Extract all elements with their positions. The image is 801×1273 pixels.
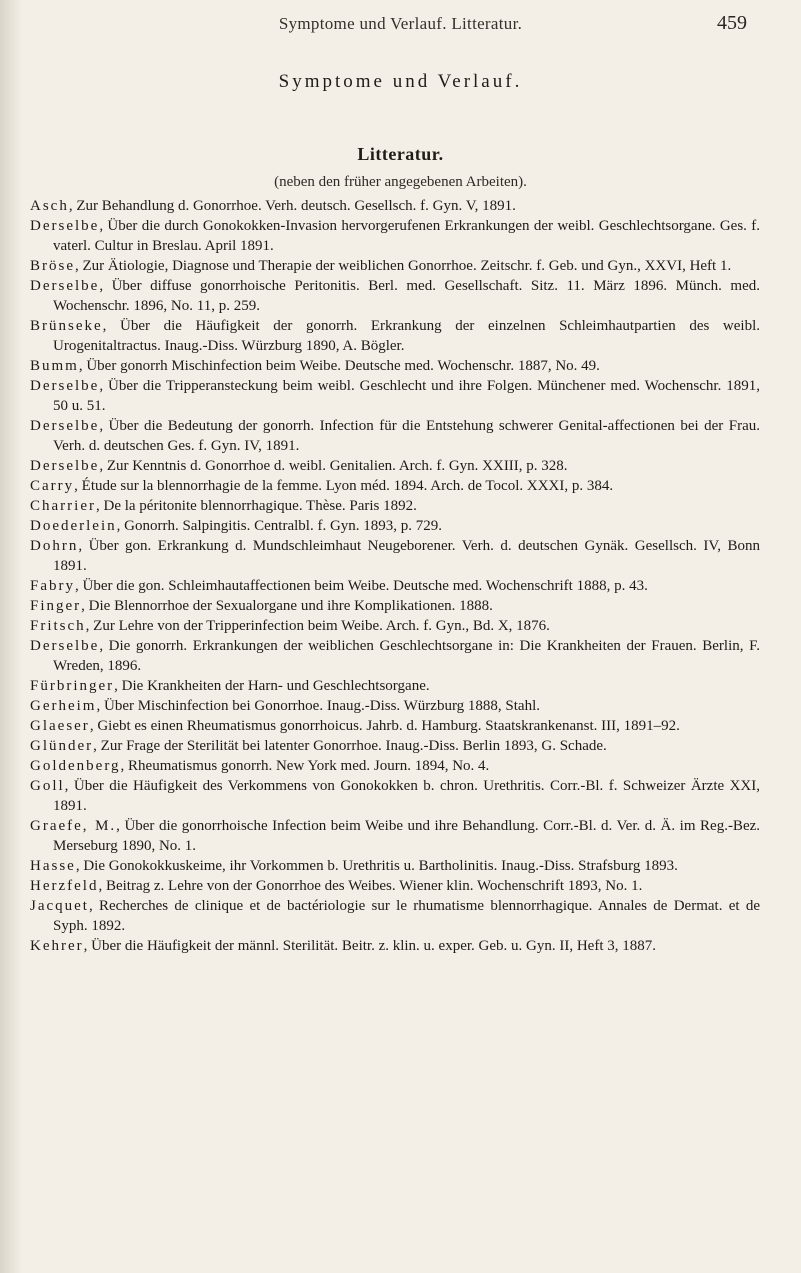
reference-author: Fürbringer [30,678,115,694]
reference-entry [30,776,760,816]
reference-text: , Zur Frage der Sterilität bei latenter Gonorrhoe. Inaug.-Diss. Berlin 1893, G. Schade. [93,738,607,754]
page-number: 459 [717,12,747,34]
reference-author: Glünder [30,738,94,754]
reference-text: , Die gonorrh. Erkrankungen der weiblichen Geschlechtsorgane in: Die Krankheiten der Frauen. Berlin, F. Wreden, 1896. [53,638,760,674]
reference-entry [30,676,760,696]
reference-entry [30,876,760,896]
reference-text: , Recherches de clinique et de bactériologie sur le rhumatisme blennorrhagique. Annales de Dermat. et de Syph. 1892. [53,898,760,934]
reference-author: Derselbe [30,418,100,434]
reference-text: , Zur Lehre von der Tripperinfection beim Weibe. Arch. f. Gyn., Bd. X, 1876. [85,618,550,634]
reference-author: Goll [30,778,65,794]
reference-text: , Über die gonorrhoische Infection beim Weibe und ihre Behandlung. Corr.-Bl. d. Ver. d. Ä. im Reg.-Bez. Merseburg 1890, No. 1. [53,818,761,854]
running-head [0,14,801,44]
reference-author: Asch [30,198,69,214]
reference-author: Jacquet [30,898,89,914]
running-title: Symptome und Verlauf. Litteratur. [278,14,523,33]
reference-list [30,196,760,956]
reference-entry [30,936,760,956]
reference-author: Brünseke [30,318,103,334]
section-heading: Symptome und Verlauf. [278,71,523,92]
reference-entry [30,896,760,936]
reference-author: Herzfeld [30,878,99,894]
reference-entry [30,756,760,776]
reference-entry [30,416,760,456]
reference-text: , Über die Häufigkeit der gonorrh. Erkrankung der einzelnen Schleimhautpartien des weibl. Urogenitaltractus. Inaug.-Diss. Würzburg 1890, A. Bögler. [53,318,760,354]
reference-entry [30,576,760,596]
reference-text: , Über gon. Erkrankung d. Mundschleimhaut Neugeborener. Verh. d. deutschen Gynäk. Gesellsch. IV, Bonn 1891. [53,538,760,574]
reference-text: , Über die gon. Schleimhautaffectionen beim Weibe. Deutsche med. Wochenschrift 1888, p. 43. [75,578,648,594]
literature-note: (neben den früher angegebenen Arbeiten). [274,174,527,190]
reference-author: Derselbe [30,638,100,654]
reference-entry [30,256,760,276]
reference-text: , Rheumatismus gonorrh. New York med. Journ. 1894, No. 4. [120,758,490,774]
reference-author: Hasse [30,858,76,874]
reference-author: Carry [30,478,75,494]
reference-text: , Über die Bedeutung der gonorrh. Infection für die Entstehung schwerer Genital-affectionen bei der Frau. Verh. d. deutschen Ges. f. Gyn. IV, 1891. [53,418,760,454]
reference-text: , Beitrag z. Lehre von der Gonorrhoe des Weibes. Wiener klin. Wochenschrift 1893, No. 1. [98,878,643,894]
reference-entry [30,316,760,356]
reference-author: Graefe, M. [30,818,117,834]
reference-text: , Die Blennorrhoe der Sexualorgane und ihre Komplikationen. 1888. [81,598,493,614]
reference-entry [30,196,760,216]
reference-text: , De la péritonite blennorrhagique. Thèse. Paris 1892. [95,498,417,514]
reference-author: Gerheim [30,698,97,714]
reference-author: Fritsch [30,618,86,634]
reference-author: Glaeser [30,718,90,734]
reference-text: , Zur Kenntnis d. Gonorrhoe d. weibl. Genitalien. Arch. f. Gyn. XXIII, p. 328. [99,458,568,474]
reference-text: , Über die Häufigkeit der männl. Sterilität. Beitr. z. klin. u. exper. Geb. u. Gyn. II, Heft 3, 1887. [83,938,657,954]
reference-text: , Über diffuse gonorrhoische Peritonitis. Berl. med. Gesellschaft. Sitz. 11. März 1896. Münch. med. Wochenschr. 1896, No. 11, p. 259. [53,278,760,314]
reference-entry [30,696,760,716]
reference-entry [30,736,760,756]
reference-text: , Über die Häufigkeit des Verkommens von Gonokokken b. chron. Urethritis. Corr.-Bl. f. Schweizer Ärzte XXI, 1891. [53,778,760,814]
reference-author: Finger [30,598,82,614]
reference-author: Derselbe [30,218,100,234]
reference-text: , Gonorrh. Salpingitis. Centralbl. f. Gyn. 1893, p. 729. [116,518,443,534]
reference-text: , Die Krankheiten der Harn- und Geschlechtsorgane. [114,678,430,694]
reference-entry [30,496,760,516]
reference-entry [30,596,760,616]
reference-entry [30,456,760,476]
reference-text: , Zur Behandlung d. Gonorrhoe. Verh. deutsch. Gesellsch. f. Gyn. V, 1891. [68,198,516,214]
reference-text: , Über die durch Gonokokken-Invasion hervorgerufenen Erkrankungen der weibl. Geschlechtsorgane. Ges. f. vaterl. Cultur in Breslau. April 1891. [53,218,760,254]
reference-entry [30,636,760,676]
reference-entry [30,356,760,376]
reference-text: , Die Gonokokkuskeime, ihr Vorkommen b. Urethritis u. Bartholinitis. Inaug.-Diss. Strafsburg 1893. [75,858,678,874]
reference-author: Fabry [30,578,75,594]
literature-heading: Litteratur. [357,144,444,164]
reference-entry [30,856,760,876]
reference-author: Bröse [30,258,75,274]
reference-author: Doederlein [30,518,117,534]
reference-text: , Über Mischinfection bei Gonorrhoe. Inaug.-Diss. Würzburg 1888, Stahl. [96,698,541,714]
reference-author: Charrier [30,498,96,514]
reference-entry [30,216,760,256]
reference-author: Derselbe [30,278,100,294]
reference-author: Kehrer [30,938,84,954]
reference-author: Dohrn [30,538,79,554]
reference-text: , Giebt es einen Rheumatismus gonorrhoicus. Jahrb. d. Hamburg. Staatskrankenanst. III, 1891–92. [89,718,680,734]
reference-entry [30,716,760,736]
reference-author: Goldenberg [30,758,121,774]
reference-author: Bumm [30,358,79,374]
reference-entry [30,816,760,856]
reference-entry [30,376,760,416]
reference-author: Derselbe [30,458,100,474]
reference-text: , Étude sur la blennorrhagie de la femme. Lyon méd. 1894. Arch. de Tocol. XXXI, p. 384. [74,478,614,494]
reference-entry [30,536,760,576]
reference-entry [30,616,760,636]
reference-text: , Über die Tripperansteckung beim weibl. Geschlecht und ihre Folgen. Münchener med. Wochenschr. 1891, 50 u. 51. [53,378,760,414]
reference-author: Derselbe [30,378,100,394]
reference-entry [30,476,760,496]
reference-entry [30,516,760,536]
reference-text: , Über gonorrh Mischinfection beim Weibe. Deutsche med. Wochenschr. 1887, No. 49. [78,358,600,374]
reference-entry [30,276,760,316]
reference-text: , Zur Ätiologie, Diagnose und Therapie der weiblichen Gonorrhoe. Zeitschr. f. Geb. und Gyn., XXVI, Heft 1. [75,258,732,274]
